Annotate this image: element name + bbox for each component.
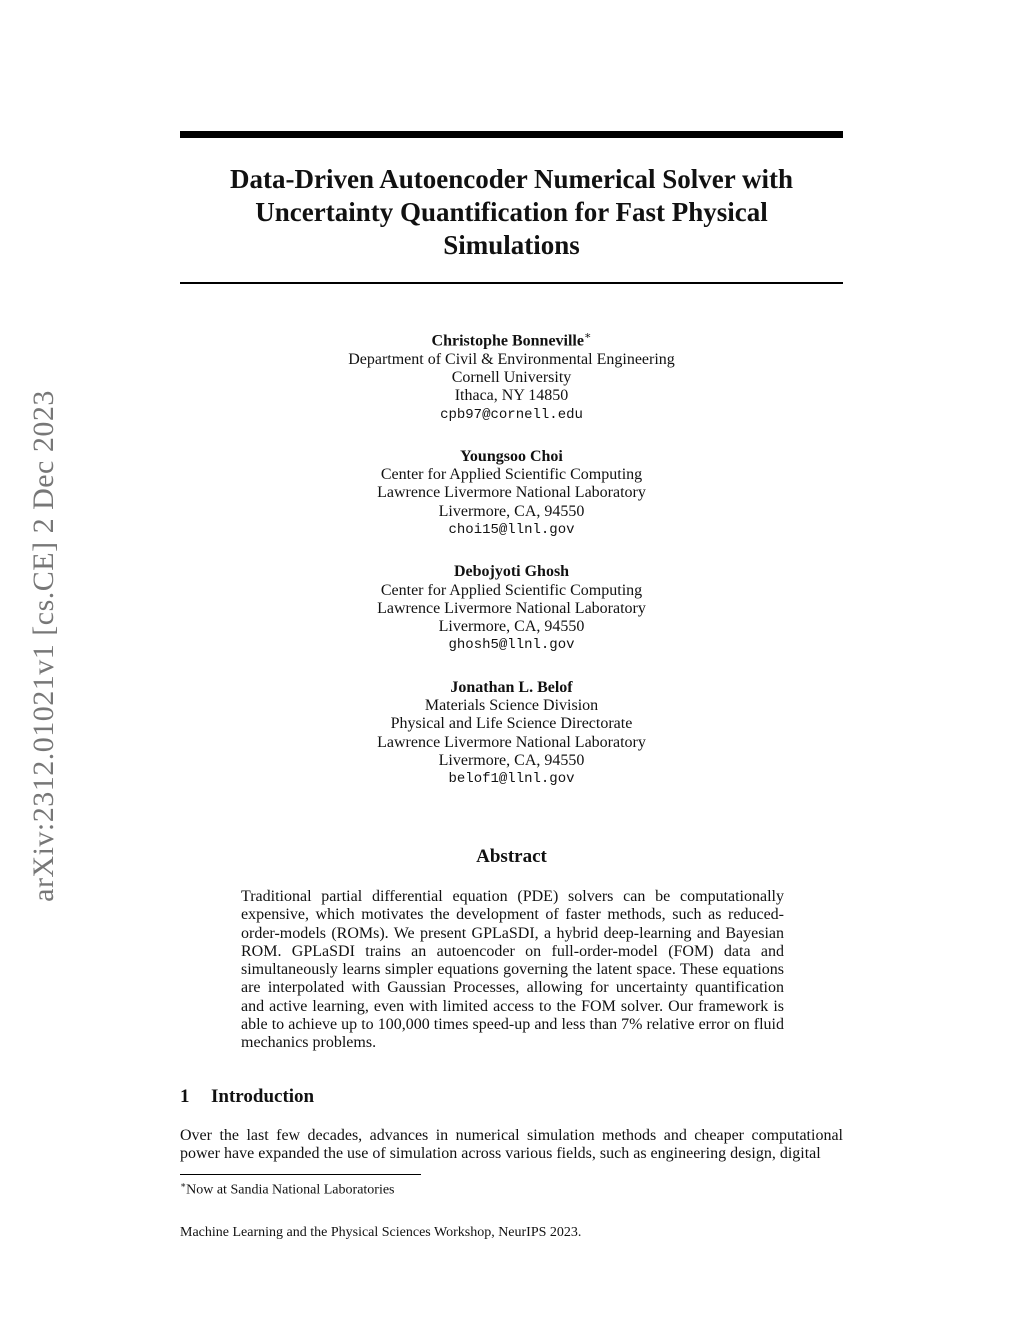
abstract-text: Traditional partial differential equation (PDE) solvers can be computationally expensive, which motivates the development of faster methods, such as reduced-order-models (ROMs). We present GPLaSDI, a hybrid deep-learning and Bayesian ROM. GPLaSDI trains an autoencoder on full-order-model (FOM) data and simultaneously learns simpler equations governing the latent space. These equations are interpolated with Gaussian Processes, allowing for uncertainty quantification and active learning, even with limited access to the FOM solver. Our framework is able to achieve up to 100,000 times speed-up and less than 7% relative error on fluid mechanics problems. <box>241 888 784 1052</box>
section-title: Introduction <box>211 1086 315 1107</box>
title-top-rule <box>180 131 843 138</box>
introduction-text: Over the last few decades, advances in numerical simulation methods and cheaper computational power have expanded the use of simulation across various fields, such as engineering design, digital <box>180 1127 843 1163</box>
author-block <box>180 563 843 654</box>
author-affiliation-line: Center for Applied Scientific Computing <box>380 466 643 484</box>
author-affiliation-line: Center for Applied Scientific Computing <box>380 581 643 599</box>
author-block <box>180 327 843 424</box>
author-affiliation-line: Livermore, CA, 94550 <box>438 502 585 520</box>
author-name: Jonathan L. Belof <box>450 678 573 696</box>
arxiv-identifier-text: arXiv:2312.01021v1 [cs.CE] 2 Dec 2023 <box>27 390 60 902</box>
arxiv-identifier <box>16 360 72 932</box>
author-block <box>180 448 843 539</box>
title-line: Uncertainty Quantification for Fast Physical <box>255 197 768 227</box>
author-email[interactable]: ghosh5@llnl.gov <box>448 637 575 654</box>
title-line: Data-Driven Autoencoder Numerical Solver with <box>230 164 793 194</box>
venue-note: Machine Learning and the Physical Sciences Workshop, NeurIPS 2023. <box>180 1225 582 1240</box>
author-affiliation-line: Lawrence Livermore National Laboratory <box>377 599 646 617</box>
abstract-heading: Abstract <box>476 846 547 867</box>
author-name: Debojyoti Ghosh <box>453 563 570 581</box>
author-affiliation-line: Lawrence Livermore National Laboratory <box>377 484 646 502</box>
section-number: 1 <box>180 1086 190 1107</box>
section-heading <box>180 1086 314 1108</box>
footnote-text: Now at Sandia National Laboratories <box>186 1182 395 1198</box>
author-name-text: Christophe Bonneville <box>431 332 584 350</box>
footnote-marker: ∗ <box>583 330 592 342</box>
author-affiliation-line: Physical and Life Science Directorate <box>390 715 633 733</box>
author-email[interactable]: cpb97@cornell.edu <box>440 406 583 423</box>
author-affiliation-line: Materials Science Division <box>424 697 599 715</box>
author-affiliation-line: Ithaca, NY 14850 <box>454 387 569 405</box>
title-bottom-rule <box>180 282 843 284</box>
paper-title <box>180 163 843 262</box>
author-name <box>180 327 843 351</box>
footnote <box>180 1177 395 1199</box>
author-affiliation-line: Cornell University <box>451 368 572 386</box>
author-affiliation-line: Department of Civil & Environmental Engineering <box>348 350 675 368</box>
author-affiliation-line: Livermore, CA, 94550 <box>438 751 585 769</box>
footnote-marker: ∗ <box>180 1180 187 1190</box>
author-list <box>180 327 843 789</box>
title-line: Simulations <box>443 230 580 260</box>
author-email[interactable]: belof1@llnl.gov <box>448 771 575 788</box>
author-block <box>180 679 843 789</box>
author-affiliation-line: Livermore, CA, 94550 <box>438 618 585 636</box>
author-affiliation-line: Lawrence Livermore National Laboratory <box>377 733 646 751</box>
footnote-rule <box>180 1174 421 1175</box>
author-email[interactable]: choi15@llnl.gov <box>448 522 575 538</box>
author-name: Youngsoo Choi <box>460 447 563 465</box>
